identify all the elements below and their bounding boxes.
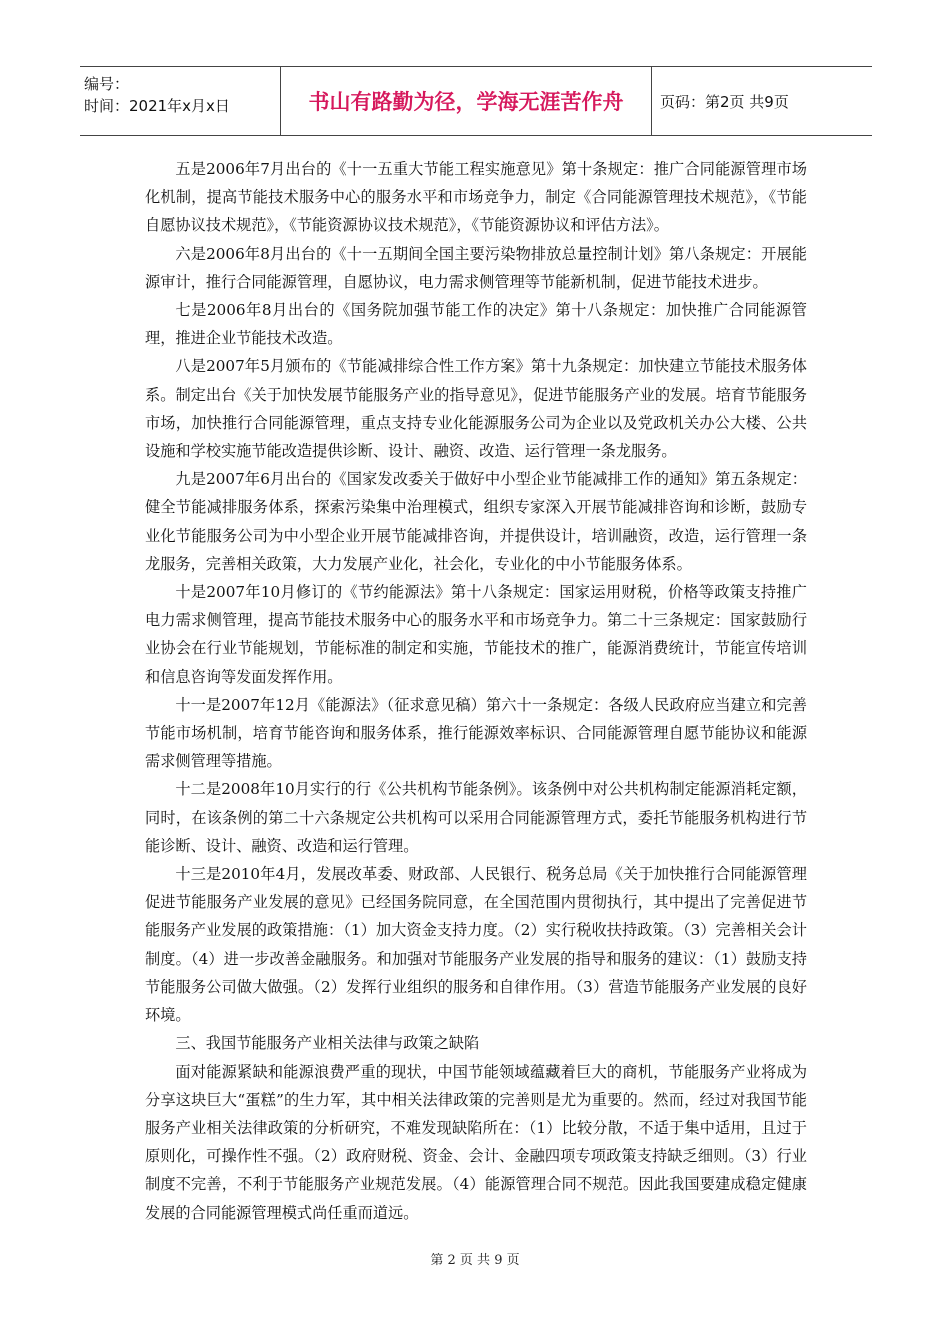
doc-code-label: 编号： <box>84 75 130 93</box>
header-page-info: 页码：第2页 共9页 <box>660 92 789 111</box>
paragraph: 七是2006年8月出台的《国务院加强节能工作的决定》第十八条规定：加快推广合同能源管理，推进企业节能技术改造。 <box>145 301 807 348</box>
document-body <box>145 155 807 1227</box>
section-heading: 三、我国节能服务产业相关法律与政策之缺陷 <box>175 1034 480 1053</box>
page-header <box>80 66 872 136</box>
paragraph: 九是2007年6月出台的《国家发改委关于做好中小型企业节能减排工作的通知》第五条规定：健全节能减排服务体系，探索污染集中治理模式，组织专家深入开展节能减排咨询和诊断，鼓励专业化节能服务公司为中小型企业开展节能减排咨询，并提供设计，培训融资，改造，运行管理一条龙服务，完善相关政策，大力发展产业化，社会化，专业化的中小节能服务体系。 <box>145 470 807 573</box>
doc-date-label: 时间：2021年x月x日 <box>84 97 230 115</box>
header-motto: 书山有路勤为径，学海无涯苦作舟 <box>281 67 652 135</box>
paragraph: 十三是2010年4月，发展改革委、财政部、人民银行、税务总局《关于加快推行合同能源管理促进节能服务产业发展的意见》已经国务院同意，在全国范围内贯彻执行，其中提出了完善促进节能服务产业发展的政策措施：（1）加大资金支持力度。（2）实行税收扶持政策。（3）完善相关会计制度。（4）进一步改善金融服务。和加强对节能服务产业发展的指导和服务的建议：（1）鼓励支持节能服务公司做大做强。（2）发挥行业组织的服务和自律作用。（3）营造节能服务产业发展的良好环境。 <box>145 865 807 1025</box>
paragraph: 六是2006年8月出台的《十一五期间全国主要污染物排放总量控制计划》第八条规定：开展能源审计，推行合同能源管理，自愿协议，电力需求侧管理等节能新机制，促进节能技术进步。 <box>145 244 807 291</box>
paragraph: 面对能源紧缺和能源浪费严重的现状，中国节能领域蕴藏着巨大的商机，节能服务产业将成为分享这块巨大“蛋糕”的生力军，其中相关法律政策的完善则是尤为重要的。然而，经过对我国节能服务产业相关法律政策的分析研究，不难发现缺陷所在：（1）比较分散，不适于集中适用，且过于原则化，可操作性不强。（2）政府财税、资金、会计、金融四项专项政策支持缺乏细则。（3）行业制度不完善，不利于节能服务产业规范发展。（4）能源管理合同不规范。因此我国要建成稳定健康发展的合同能源管理模式尚任重而道远。 <box>145 1062 807 1222</box>
paragraph: 十一是2007年12月《能源法》（征求意见稿）第六十一条规定：各级人民政府应当建立和完善节能市场机制，培育节能咨询和服务体系，推行能源效率标识、合同能源管理自愿节能协议和能源需求侧管理等措施。 <box>145 695 807 771</box>
page-footer: 第 2 页 共 9 页 <box>430 1253 520 1268</box>
paragraph: 八是2007年5月颁布的《节能减排综合性工作方案》第十九条规定：加快建立节能技术服务体系。制定出台《关于加快发展节能服务产业的指导意见》，促进节能服务产业的发展。培育节能服务市场，加快推行合同能源管理，重点支持专业化能源服务公司为企业以及党政机关办公大楼、公共设施和学校实施节能改造提供诊断、设计、融资、改造、运行管理一条龙服务。 <box>145 357 807 461</box>
paragraph: 十二是2008年10月实行的行《公共机构节能条例》。该条例中对公共机构制定能源消耗定额，同时，在该条例的第二十六条规定公共机构可以采用合同能源管理方式，委托节能服务机构进行节能诊断、设计、融资、改造和运行管理。 <box>145 780 807 855</box>
header-meta <box>80 67 281 135</box>
paragraph: 十是2007年10月修订的《节约能源法》第十八条规定：国家运用财税，价格等政策支持推广电力需求侧管理，提高节能技术服务中心的服务水平和市场竞争力。第二十三条规定：国家鼓励行业协会在行业节能规划，节能标准的制定和实施，节能技术的推广，能源消费统计，节能宣传培训和信息咨询等发面发挥作用。 <box>145 583 807 686</box>
paragraph: 五是2006年7月出台的《十一五重大节能工程实施意见》第十条规定：推广合同能源管理市场化机制，提高节能技术服务中心的服务水平和市场竞争力，制定《合同能源管理技术规范》，《节能自愿协议技术规范》，《节能资源协议技术规范》，《节能资源协议和评估方法》。 <box>145 160 807 235</box>
